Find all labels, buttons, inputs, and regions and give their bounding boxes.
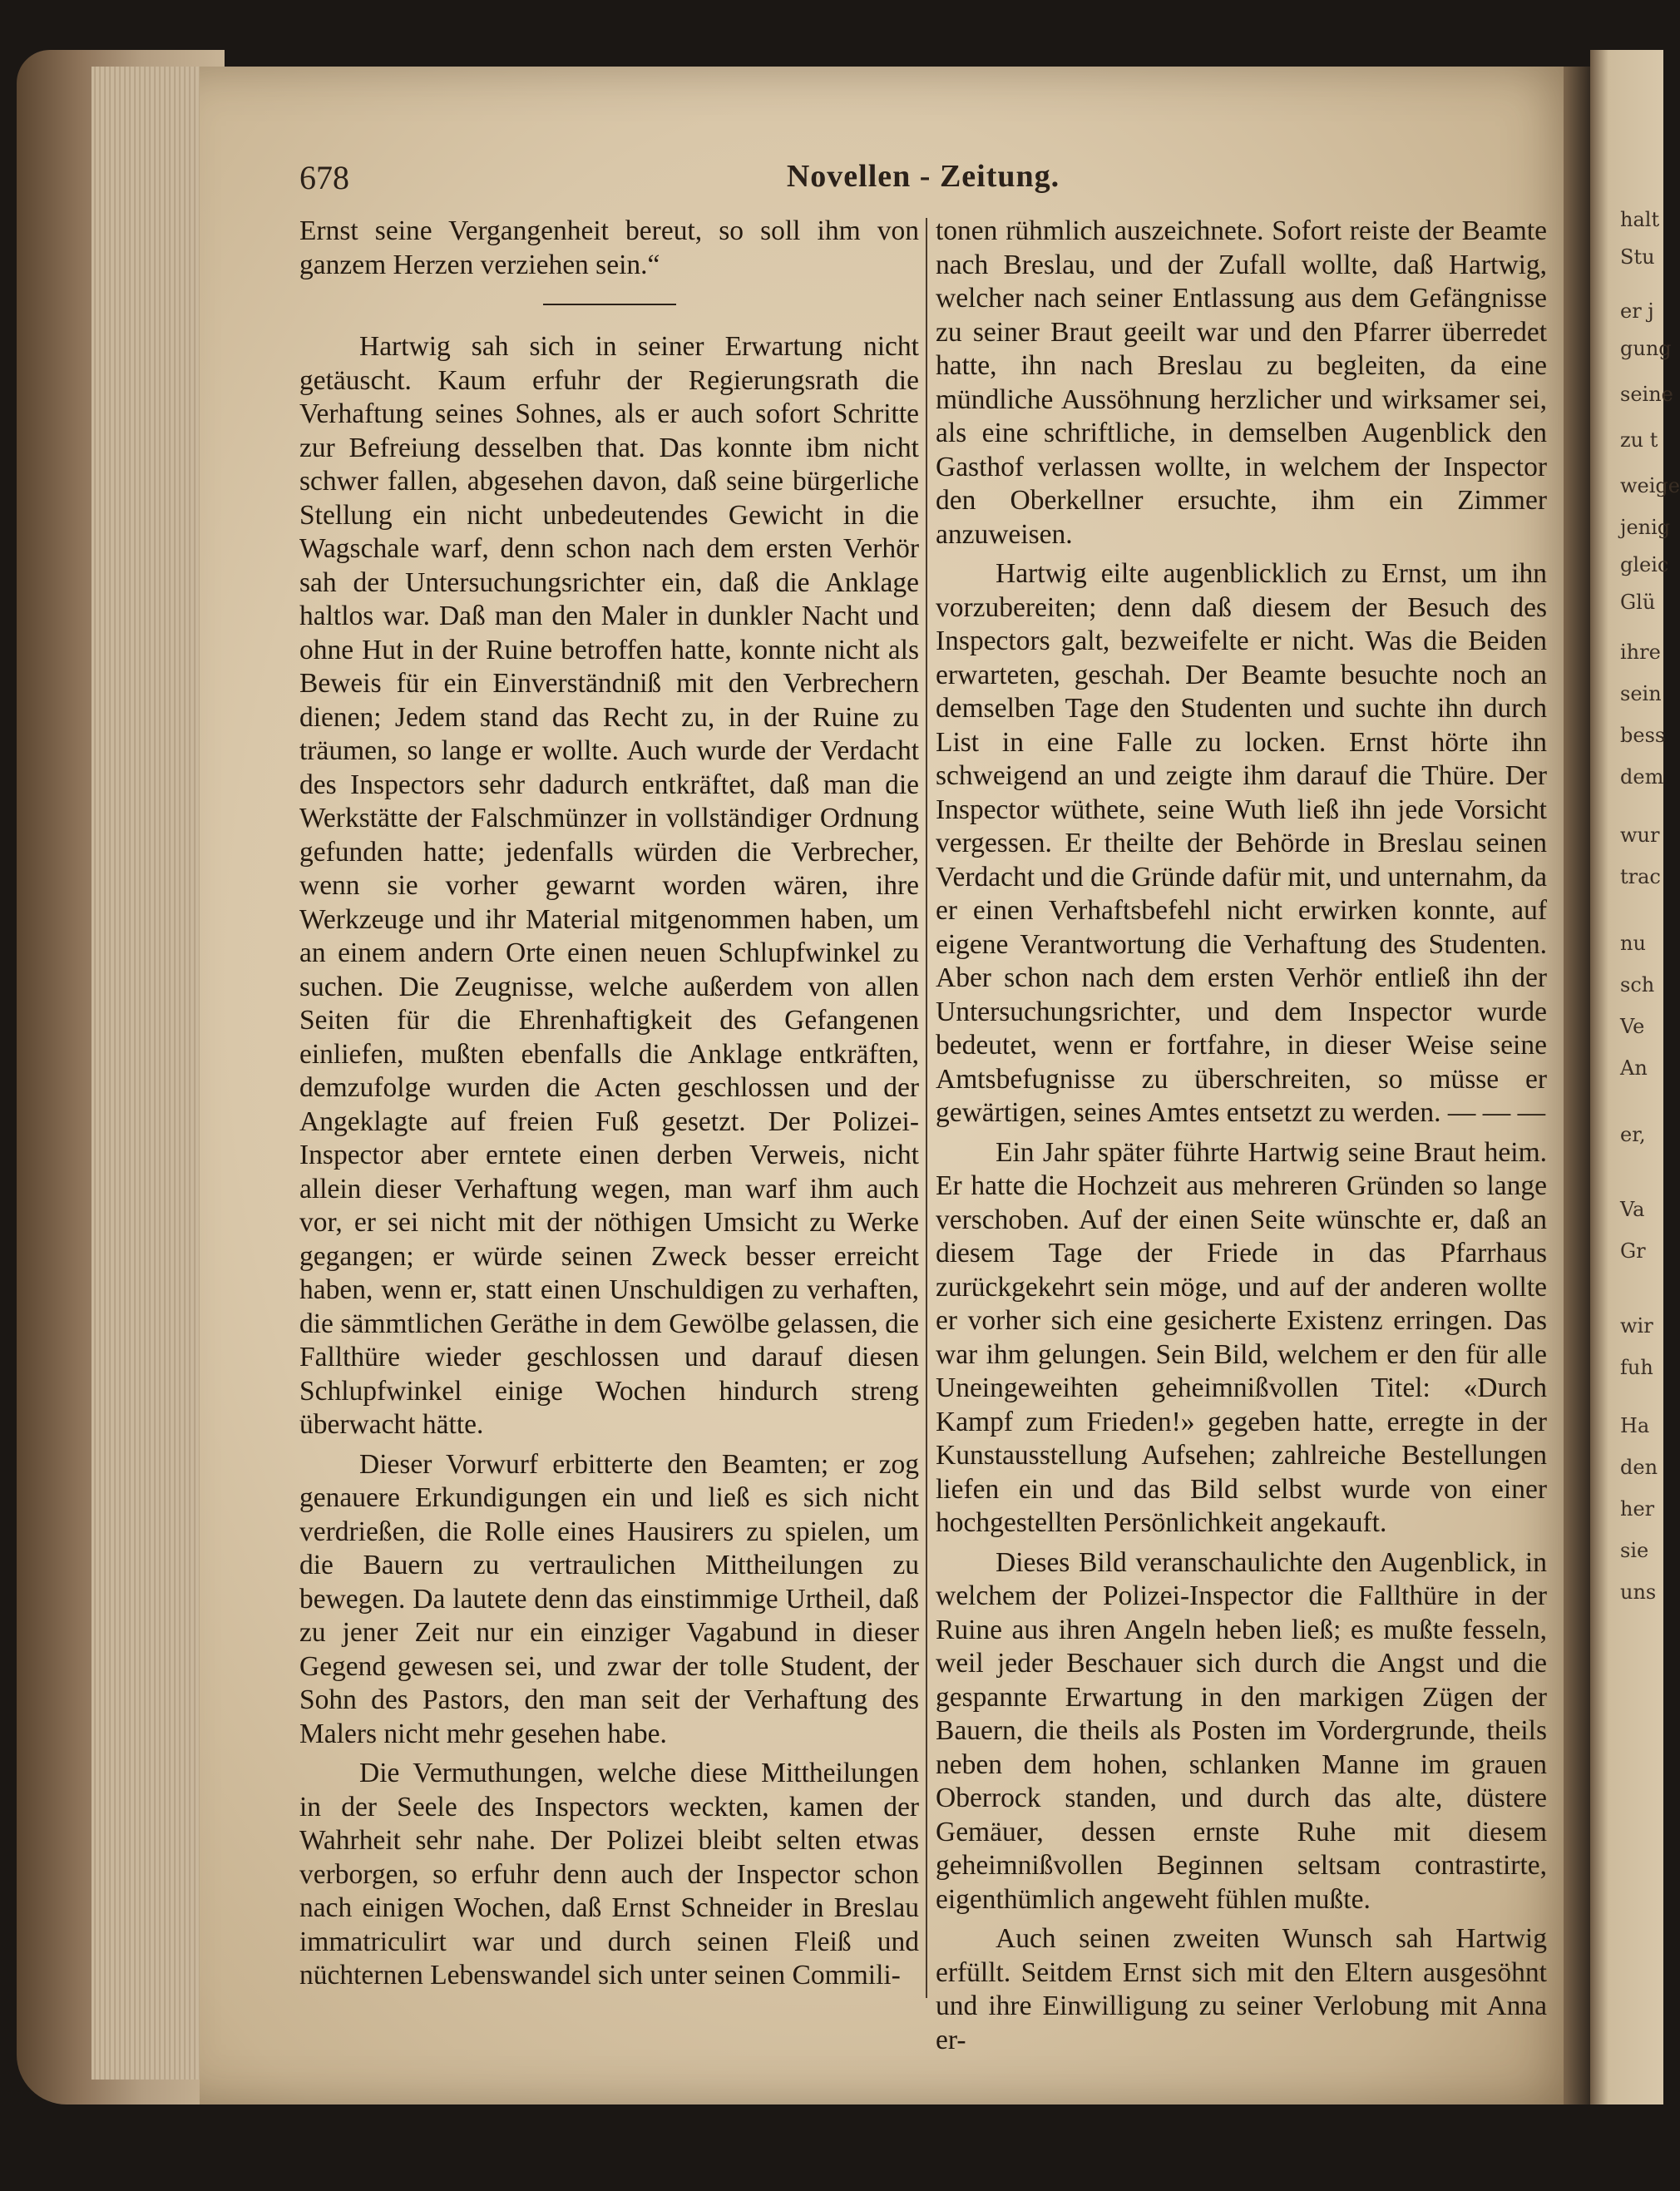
facing-page-text: weige	[1620, 474, 1680, 497]
facing-page-text: An	[1620, 1056, 1648, 1080]
book-gutter	[1564, 67, 1594, 2104]
facing-page-text: bess	[1620, 724, 1666, 747]
facing-page-text: halt	[1620, 208, 1660, 231]
facing-page-text: dem	[1620, 765, 1664, 789]
facing-page-text: ihre	[1620, 640, 1661, 664]
facing-page-text: sie	[1620, 1539, 1649, 1562]
facing-page-text: er,	[1620, 1123, 1646, 1146]
facing-page-text: Glü	[1620, 591, 1656, 614]
facing-page-text: seine	[1620, 383, 1673, 406]
paragraph: Hartwig sah sich in seiner Erwartung nicht getäuscht. Kaum erfuhr der Regierungsrath die Verhaftung seines Sohnes, als er auch sofort Schritte zur Befreiung desselben that. Das konnte ibm nicht schwer fallen, abgesehen davon, daß seine bürgerliche Stellung ein nicht unbedeutendes Gewicht in die Wagschale warf, denn schon nach dem ersten Verhör sah der Untersuchungsrichter ein, daß die Anklage haltlos war. Daß man den Maler in dunkler Nacht und ohne Hut in der Ruine betroffen hatte, konnte nicht als Beweis für ein Einverständniß mit den Verbrechern dienen; Jedem stand das Recht zu, in der Ruine zu träumen, so lange er wollte. Auch wurde der Verdacht des Inspectors sehr dadurch entkräftet, daß man die Werkstätte der Falschmünzer in vollständiger Ordnung gefunden hatte; jedenfalls würden die Verbrecher, wenn sie vorher gewarnt worden wären, ihre Werkzeuge und ihr Material mitgenommen haben, um an einem andern Orte einen neuen Schlupfwinkel zu suchen. Die Zeugnisse, welche außerdem von allen Seiten für die Ehrenhaftigkeit des Gefangenen einliefen, mußten ebenfalls die Anklage entkräften, demzufolge wurden die Acten geschlossen und der Angeklagte auf freien Fuß gesetzt. Der Polizei-Inspector aber erntete einen derben Verweis, nicht allein dieser Verhaftung wegen, man warf ihm auch vor, er sei nicht mit der nöthigen Umsicht zu Werke gegangen; er würde seinen Zweck besser erreicht haben, wenn er, statt einen Unschuldigen zu verhaften, die sämmtlichen Geräthe in dem Gewölbe gelassen, die Fallthüre wieder geschlossen und darauf diesen Schlupfwinkel einige Wochen hindurch streng überwacht hätte.	[299, 331, 919, 1440]
running-title: Novellen - Zeitung.	[786, 159, 1060, 194]
facing-page-text: sein	[1620, 682, 1662, 705]
facing-page-text: gung	[1620, 337, 1672, 360]
facing-page-text: nu	[1620, 932, 1646, 955]
paragraph: Dieser Vorwurf erbitterte den Beamten; er zog genauere Erkundigungen ein und ließ es sich nicht verdrießen, die Rolle eines Hausirers zu spielen, um die Bauern zu vertraulichen Mittheilungen zu bewegen. Da lautete denn das einstimmige Urtheil, daß zu jener Zeit nur ein einziger Vagabund in dieser Gegend gewesen sei, und zwar der tolle Student, der Sohn des Pastors, den man seit der Verhaftung des Malers nicht mehr gesehen habe.	[299, 1448, 919, 1749]
facing-page-text: zu t	[1620, 428, 1658, 452]
left-column	[299, 215, 919, 2003]
facing-page-text: Ha	[1620, 1414, 1650, 1437]
facing-page-text: her	[1620, 1497, 1655, 1521]
facing-page-text: trac	[1620, 865, 1661, 888]
page-number: 678	[299, 159, 349, 196]
facing-page-text: wur	[1620, 823, 1660, 847]
facing-page-text: sch	[1620, 973, 1655, 997]
facing-page-text: er j	[1620, 299, 1654, 323]
facing-page-text: Gr	[1620, 1239, 1646, 1263]
column-divider	[926, 218, 927, 1998]
page-header	[299, 158, 1547, 200]
facing-page-text: den	[1620, 1456, 1658, 1479]
paragraph: Auch seinen zweiten Wunsch sah Hartwig erfüllt. Seitdem Ernst sich mit den Eltern ausgesöhnt und ihre Einwilligung zu seiner Verlobung mit Anna er-	[936, 1923, 1547, 2055]
section-separator	[543, 304, 676, 305]
facing-page-text: gleic	[1620, 553, 1669, 576]
paragraph: Ein Jahr später führte Hartwig seine Braut heim. Er hatte die Hochzeit aus mehreren Gründen so lange verschoben. Auf der einen Seite wünschte er, daß an diesem Tage der Friede in das Pfarrhaus zurückgekehrt sein möge, und auf der anderen wollte er vorher sich eine gesicherte Existenz erringen. Das war ihm gelungen. Sein Bild, welchem er den für alle Uneingeweihten geheimnißvollen Titel: «Durch Kampf zum Frieden!» gegeben hatte, erregte in der Kunstausstellung Aufsehen; zahlreiche Bestellungen liefen ein und das Bild selbst wurde von einer hochgestellten Persönlichkeit angekauft.	[936, 1136, 1547, 1538]
paragraph: Hartwig eilte augenblicklich zu Ernst, um ihn vorzubereiten; denn daß diesem der Besuch des Inspectors galt, bezweifelte er nicht. Was die Beiden erwarteten, geschah. Der Beamte besuchte noch an demselben Tage den Studenten und suchte ihn durch List in eine Falle zu locken. Ernst hörte ihn schweigend an und zeigte ihm darauf die Thüre. Der Inspector wüthete, seine Wuth ließ ihn jede Vorsicht vergessen. Er theilte der Behörde in Breslau seinen Verdacht und die Gründe dafür mit, und unternahm, da er einen Verhaftsbefehl nicht erwirken konnte, auf eigene Verantwortung die Verhaftung des Studenten. Aber schon nach dem ersten Verhör entließ ihn der Untersuchungsrichter, und dem Inspector wurde bedeutet, wenn er fortfahre, in dieser Weise seine Amtsbefugnisse zu überschreiten, so müsse er gewärtigen, seines Amtes entsetzt zu werden. — — —	[936, 558, 1547, 1128]
facing-page-text: uns	[1620, 1580, 1657, 1604]
paragraph: Ernst seine Vergangenheit bereut, so soll ihm von ganzem Herzen verziehen sein.“	[299, 215, 919, 280]
facing-page-text: Va	[1620, 1198, 1645, 1221]
paragraph: Dieses Bild veranschaulichte den Augenblick, in welchem der Polizei-Inspector die Fallthüre in der Ruine aus ihren Angeln heben ließ; es mußte fesseln, weil jeder Beschauer sich durch die Angst und die gespannte Erwartung in den markigen Zügen der Bauern, die theils als Posten im Vordergrunde, theils neben dem hohen, schlanken Manne im grauen Oberrock standen, und durch das alte, düstere Gemäuer, dessen ernste Ruhe mit diesem geheimnißvollen Beginnen seltsam contrastirte, eigenthümlich angeweht fühlen mußte.	[936, 1546, 1547, 1915]
facing-page-text: wir	[1620, 1314, 1653, 1338]
facing-page-text: Ve	[1620, 1015, 1645, 1038]
paragraph: tonen rühmlich auszeichnete. Sofort reiste der Beamte nach Breslau, und der Zufall wollte, daß Hartwig, welcher nach seiner Entlassung aus dem Gefängnisse zu seiner Braut geeilt war und den Pfarrer überredet hatte, ihn nach Breslau zu begleiten, da eine mündliche Aussöhnung herzlicher und wirksamer sei, als eine schriftliche, in demselben Augenblick den Gasthof verlassen wollte, in welchem der Inspector den Oberkellner ersuchte, ihm ein Zimmer anzuweisen.	[936, 215, 1547, 550]
facing-page-fragment	[1590, 50, 1680, 2104]
facing-page-text: Stu	[1620, 245, 1655, 269]
facing-page-text: fuh	[1620, 1356, 1653, 1379]
facing-page-text: jenig	[1620, 516, 1671, 539]
right-column	[936, 215, 1547, 2055]
paragraph: Die Vermuthungen, welche diese Mittheilungen in der Seele des Inspectors weckten, kamen der Wahrheit sehr nahe. Der Polizei bleibt selten etwas verborgen, so erfuhr denn auch der Inspector schon nach einigen Wochen, daß Ernst Schneider in Breslau immatriculirt war und durch seinen Fleiß und nüchternen Lebenswandel sich unter seinen Commili-	[299, 1758, 919, 1991]
